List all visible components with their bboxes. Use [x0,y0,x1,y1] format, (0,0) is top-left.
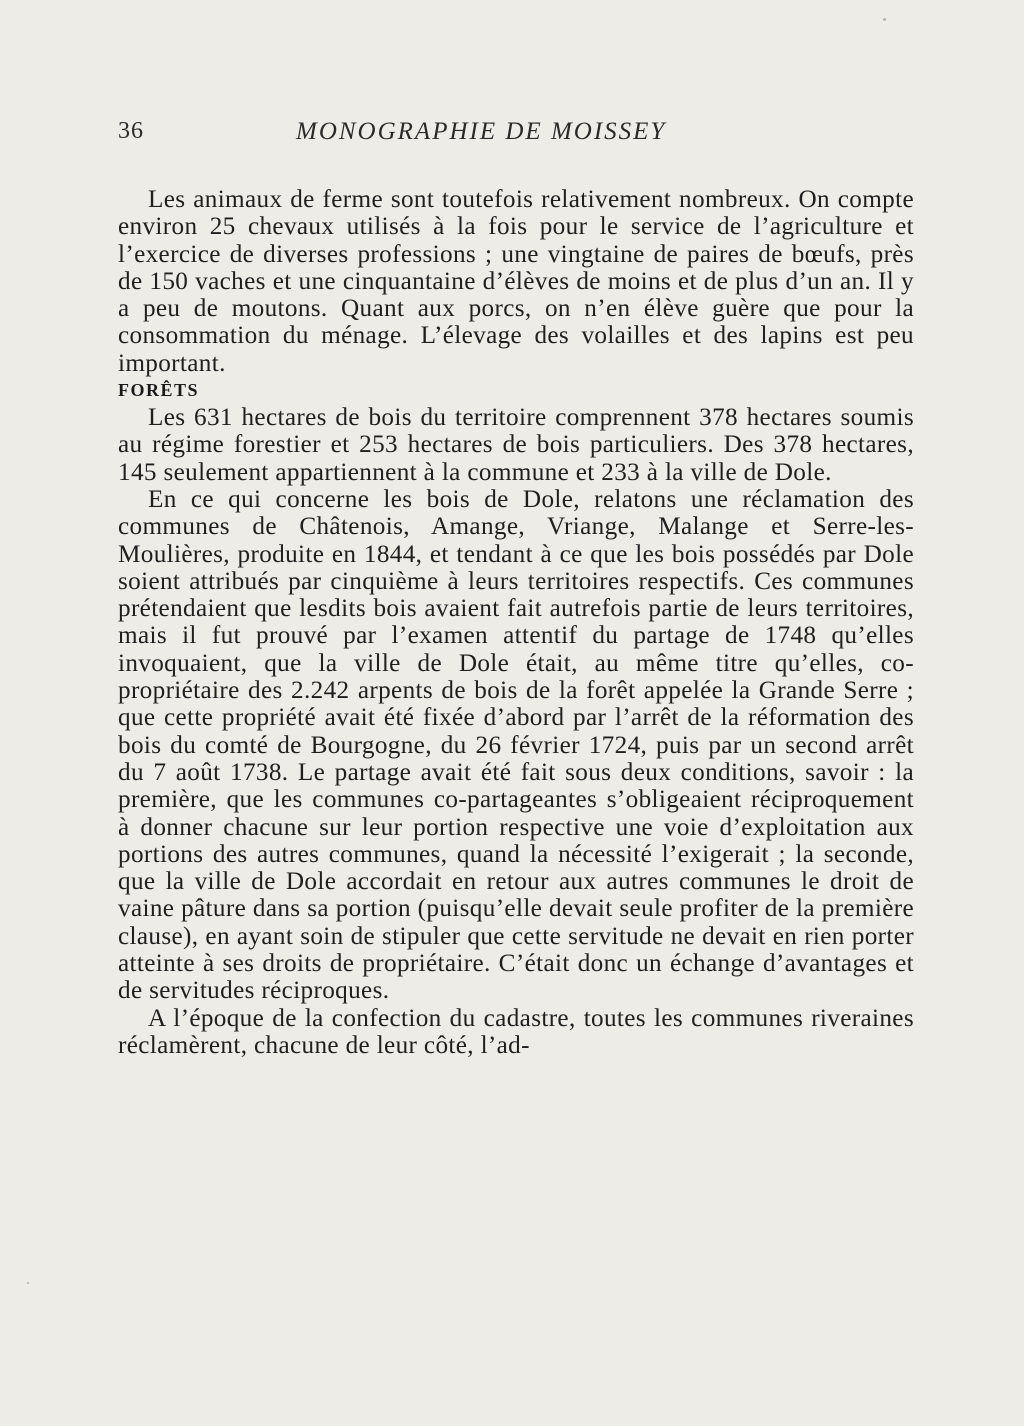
paragraph-livestock: Les animaux de ferme sont toutefois relativement nombreux. On compte environ 25 chevaux utilisés à la fois pour le service de l’agriculture et l’exercice de diverses professions ; une vingtaine de paires de bœufs, près de 150 vaches et une cinquantaine d’élèves de moins et de plus d’un an. Il y a peu de moutons. Quant aux porcs, on n’en élève guère que pour la consommation du ménage. L’élevage des volailles et des lapins est peu important. [118,186,914,377]
running-title: MONOGRAPHIE DE MOISSEY [296,118,667,145]
body-text [118,186,914,1059]
paragraph-cadastre: A l’époque de la confection du cadastre, toutes les communes riveraines réclamèrent, chacune de leur côté, l’ad- [118,1004,914,1059]
paragraph-forest-area: Les 631 hectares de bois du territoire comprennent 378 hectares soumis au régime forestier et 253 hectares de bois particuliers. Des 378 hectares, 145 seulement appartiennent à la commune et 233 à la ville de Dole. [118,404,914,486]
page-number: 36 [118,118,144,144]
paper-speck [27,1282,29,1284]
paragraph-dole-claim: En ce qui concerne les bois de Dole, relatons une réclamation des communes de Châtenois, Amange, Vriange, Malange et Serre-les-Moulières, produite en 1844, et tendant à ce que les bois possédés par Dole soient attribués par cinquième à leurs territoires respectifs. Ces communes prétendaient que lesdits bois avaient fait autrefois partie de leurs territoires, mais il fut prouvé par l’examen attentif du partage de 1748 qu’elles invoquaient, que la ville de Dole était, au même titre qu’elles, co-propriétaire des 2.242 arpents de bois de la forêt appelée la Grande Serre ; que cette propriété avait été fixée d’abord par l’arrêt de la réformation des bois du comté de Bourgogne, du 26 février 1724, puis par un second arrêt du 7 août 1738. Le partage avait été fait sous deux conditions, savoir : la première, que les communes co-partageantes s’obligeaient réciproquement à donner chacune sur leur portion respective une voie d’exploitation aux portions des autres communes, quand la nécessité l’exigerait ; la seconde, que la ville de Dole accordait en retour aux autres communes le droit de vaine pâture dans sa portion (puisqu’elle devait seule profiter de la première clause), en ayant soin de stipuler que cette servitude ne devait en rien porter atteinte à ses droits de propriétaire. C’était donc un échange d’avantages et de servitudes réciproques. [118,485,914,1005]
paper-speck [883,18,886,21]
running-head [118,118,914,152]
section-heading-forets: FORÊTS [118,380,200,401]
